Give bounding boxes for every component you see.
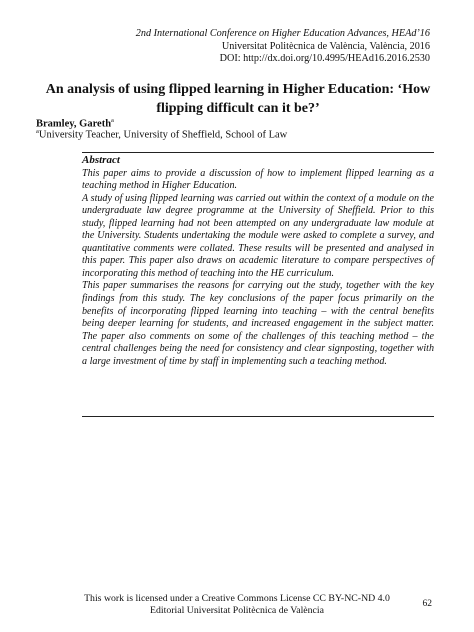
abstract-bottom-rule [82, 416, 434, 417]
abstract-paragraph: This paper aims to provide a discussion of how to implement flipped learning as a teaching method in Higher Education. [82, 167, 434, 192]
abstract-heading: Abstract [82, 154, 120, 166]
publisher-line: Universitat Politècnica de València, València, 2016 [221, 40, 430, 52]
running-header [136, 28, 430, 66]
abstract-paragraph: A study of using flipped learning was carried out within the context of a module on the undergraduate law degree programme at the University of Sheffield. Prior to this study, flipped learning had not been attempted on any undergraduate law module at the University. Students undertaking the module were asked to complete a survey, and quantitative comments were collated. These results will be presented and analysed in this paper. This paper also draws on academic literature to compare perspectives of incorporating this method of teaching into the HE curriculum. [82, 192, 434, 279]
page-number: 62 [422, 599, 432, 609]
author-affiliation-line [36, 128, 287, 141]
abstract-top-rule [82, 152, 434, 153]
abstract-paragraph: This paper summarises the reasons for carrying out the study, together with the key findings from this study. The key conclusions of the paper focus primarily on the benefits of incorporating flipped learning into teaching – with the central benefits being deeper learning for students, and increased engagement in the subject matter. The paper also comments on some of the challenges of this teaching method – the central challenges being the need for consistency and clear signposting, together with a large investment of time by staff in implementing such a teaching method. [82, 280, 434, 367]
affiliation-mark: a [36, 128, 39, 135]
license-footer [0, 593, 474, 617]
conference-name: 2nd International Conference on Higher Education Advances, HEAd’16 [135, 28, 430, 39]
paper-title: An analysis of using flipped learning in Higher Education: ‘How flipping difficult can it be?’ [45, 82, 431, 116]
editorial-text: Editorial Universitat Politècnica de València [150, 605, 324, 616]
abstract-section [82, 154, 434, 368]
doi-line: DOI: http://dx.doi.org/10.4995/HEAd16.2016.2530 [219, 53, 430, 65]
license-text: This work is licensed under a Creative Commons License CC BY-NC-ND 4.0 [84, 593, 390, 604]
author-affiliation: University Teacher, University of Sheffield, School of Law [38, 129, 288, 141]
author-mark: a [111, 117, 114, 124]
author-name: Bramley, Gareth [36, 118, 112, 130]
